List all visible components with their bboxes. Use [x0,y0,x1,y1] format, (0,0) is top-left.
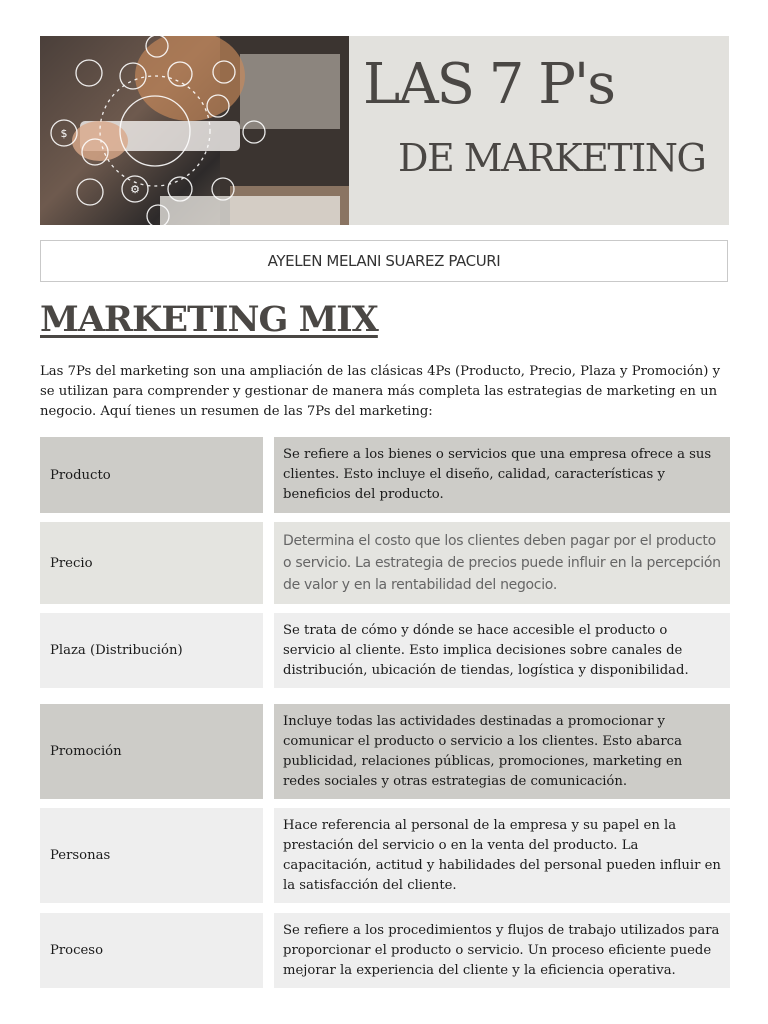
row-label: Proceso [40,913,263,988]
marketing-icons-illustration [40,36,349,225]
row-label: Producto [40,437,263,513]
header-photo [40,36,349,225]
page-title: LAS 7 P's [363,52,615,117]
section-title: MARKETING MIX [40,299,378,340]
row-description: Hace referencia al personal de la empresa y su papel en la prestación del servicio o en la venta del producto. La capacitación, actitud y habilidades del personal pueden influir en la satisfacción del cliente. [274,808,730,903]
row-label: Plaza (Distribución) [40,613,263,688]
row-label: Promoción [40,704,263,799]
svg-text:⚙: ⚙ [130,183,140,196]
svg-text:$: $ [60,127,68,140]
row-description: Se refiere a los procedimientos y flujos de trabajo utilizados para proporcionar el producto o servicio. Un proceso eficiente puede mejorar la experiencia del cliente y la eficiencia operativa. [274,913,730,988]
row-description: Determina el costo que los clientes deben pagar por el producto o servicio. La estrategia de precios puede influir en la percepción de valor y en la rentabilidad del negocio. [274,522,730,604]
table-row [40,613,730,688]
table-row [40,437,730,513]
table-row [40,522,730,604]
intro-paragraph: Las 7Ps del marketing son una ampliación de las clásicas 4Ps (Producto, Precio, Plaza y Promoción) y se utilizan para comprender y gestionar de manera más completa las estrategias de marketing en un negocio. Aquí tienes un resumen de las 7Ps del marketing: [40,364,721,419]
table-row [40,913,730,988]
row-label: Personas [40,808,263,903]
page-subtitle: DE MARKETING [398,136,706,180]
table-row [40,704,730,799]
row-description: Se refiere a los bienes o servicios que una empresa ofrece a sus clientes. Esto incluye el diseño, calidad, características y beneficios del producto. [274,437,730,513]
row-description: Se trata de cómo y dónde se hace accesible el producto o servicio al cliente. Esto implica decisiones sobre canales de distribución, ubicación de tiendas, logística y disponibilidad. [274,613,730,688]
author-box [40,240,728,282]
row-description: Incluye todas las actividades destinadas a promocionar y comunicar el producto o servicio a los clientes. Esto abarca publicidad, relaciones públicas, promociones, marketing en redes sociales y otras estrategias de comunicación. [274,704,730,799]
row-label: Precio [40,522,263,604]
author-name: AYELEN MELANI SUAREZ PACURI [267,252,501,270]
table-row [40,808,730,903]
